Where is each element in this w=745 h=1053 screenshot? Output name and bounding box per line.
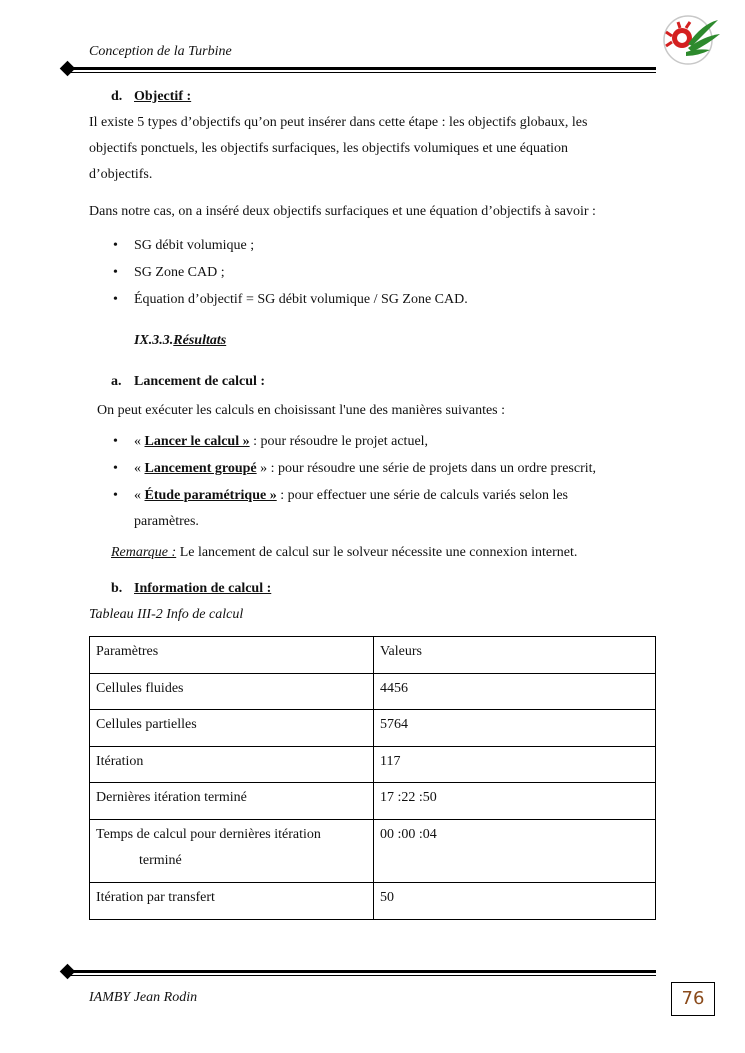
table-row — [90, 710, 656, 747]
subsection-number: IX.3.3. — [134, 333, 174, 348]
table-header-cell: Paramètres — [90, 637, 374, 674]
section-a-label: a. — [111, 374, 122, 389]
section-a-heading: Lancement de calcul : — [134, 374, 266, 389]
para1-line2: objectifs ponctuels, les objectifs surfaciques, les objectifs volumiques et une équation — [89, 141, 568, 156]
header-rule — [62, 66, 656, 74]
page-number: 76 — [671, 982, 715, 1016]
section-b-heading: Information de calcul : — [134, 581, 272, 596]
launch-option: « Lancer le calcul » : pour résoudre le projet actuel, — [134, 434, 429, 449]
section-d-label: d. — [111, 89, 123, 104]
table-cell: 4456 — [374, 674, 656, 710]
university-logo — [658, 14, 722, 66]
table-cell: 5764 — [374, 710, 656, 747]
table-row — [90, 674, 656, 710]
table-row — [90, 747, 656, 783]
table-row — [90, 820, 656, 883]
table-cell: 50 — [374, 883, 656, 920]
launch-option-continuation: paramètres. — [134, 514, 199, 529]
objective-item: Équation d’objectif = SG débit volumique / SG Zone CAD. — [134, 292, 468, 307]
table-cell: Cellules partielles — [90, 710, 374, 747]
section-d-heading: Objectif : — [134, 89, 192, 104]
bullet-icon: • — [113, 238, 118, 253]
launch-option-key: Lancer le calcul » — [144, 434, 250, 449]
objective-item: SG Zone CAD ; — [134, 265, 225, 280]
section-a-intro: On peut exécuter les calculs en choisissant l'une des manières suivantes : — [97, 403, 506, 418]
objective-item: SG débit volumique ; — [134, 238, 255, 253]
table-cell: Itération — [90, 747, 374, 783]
table-cell: 00 :00 :04 — [374, 820, 656, 883]
remark-label: Remarque : — [111, 545, 177, 560]
footer-author: IAMBY Jean Rodin — [89, 990, 198, 1005]
table-row — [90, 883, 656, 920]
table-caption: Tableau III-2 Info de calcul — [89, 607, 244, 622]
bullet-icon: • — [113, 292, 118, 307]
launch-option: « Lancement groupé » : pour résoudre une série de projets dans un ordre prescrit, — [134, 461, 597, 476]
para1-line1: Il existe 5 types d’objectifs qu’on peut insérer dans cette étape : les objectifs globaux, les — [89, 115, 588, 130]
bullet-icon: • — [113, 461, 118, 476]
remark — [111, 540, 577, 566]
table-header-cell: Valeurs — [374, 637, 656, 674]
subsection-title: Résultats — [173, 333, 227, 348]
table-row — [90, 783, 656, 820]
subsection-heading — [134, 328, 226, 354]
remark-text: Le lancement de calcul sur le solveur nécessite une connexion internet. — [176, 545, 578, 560]
table-header-row — [90, 637, 656, 674]
table-cell: Temps de calcul pour dernières itération terminé — [90, 820, 374, 883]
section-b-label: b. — [111, 581, 123, 596]
table-cell: Cellules fluides — [90, 674, 374, 710]
table-cell: Dernières itération terminé — [90, 783, 374, 820]
table-cell: Itération par transfert — [90, 883, 374, 920]
header-title: Conception de la Turbine — [89, 44, 232, 59]
table-cell: 17 :22 :50 — [374, 783, 656, 820]
table-cell: 117 — [374, 747, 656, 783]
bullet-icon: • — [113, 265, 118, 280]
launch-option-key: Lancement groupé — [144, 461, 257, 476]
para2: Dans notre cas, on a inséré deux objectifs surfaciques et une équation d’objectifs à savoir : — [89, 204, 596, 219]
calc-info-table — [89, 636, 656, 920]
bullet-icon: • — [113, 488, 118, 503]
footer-rule — [62, 969, 656, 977]
para1-line3: d’objectifs. — [89, 167, 153, 182]
launch-option-key: Étude paramétrique » — [144, 488, 277, 503]
launch-option: « Étude paramétrique » : pour effectuer une série de calculs variés selon les — [134, 488, 569, 503]
bullet-icon: • — [113, 434, 118, 449]
